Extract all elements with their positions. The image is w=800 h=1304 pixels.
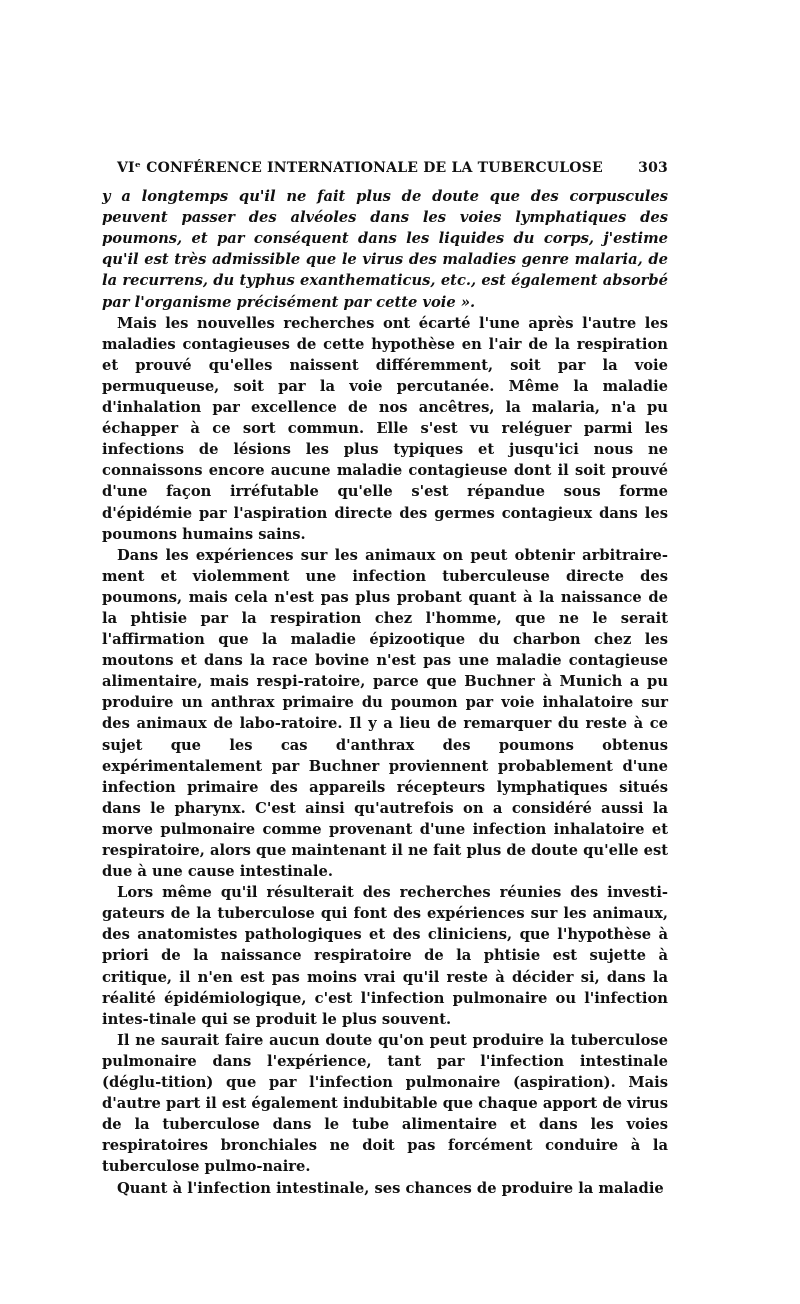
body-paragraph: Lors même qu'il résulterait des recherches réunies des investi-gateurs de la tuberculose qui font des expériences sur les animaux, des anatomistes pathologiques et des cliniciens, que l'hypothèse à priori de la naissance respiratoire de la phtisie est sujette à critique, il n'en est pas moins vrai qu'il reste à décider si, dans la réalité épidémiologique, c'est l'infection pulmonaire ou l'infection intes-tinale qui se produit le plus souvent. [102,884,668,1028]
body-paragraph: Mais les nouvelles recherches ont écarté l'une après l'autre les maladies contagieuses de cette hypothèse en l'air de la respiration et prouvé qu'elles naissent différemment, soit par la voie permuqueuse, soit par la voie percutanée. Même la maladie d'inhalation par excellence de nos ancêtres, la malaria, n'a pu échapper à ce sort commun. Elle s'est vu reléguer parmi les infections de lésions les plus typiques et jusqu'ici nous ne connaissons encore aucune maladie contagieuse dont il soit prouvé d'une façon irréfutable qu'elle s'est répandue sous forme d'épidémie par l'aspiration directe des germes contagieux dans les poumons humains sains. [102,314,668,543]
body-paragraph: Dans les expériences sur les animaux on peut obtenir arbitraire-ment et violemment une infection tuberculeuse directe des poumons, mais cela n'est pas plus probant quant à la naissance de la phtisie par la respiration chez l'homme, que ne le serait l'affirmation que la maladie épizootique du charbon chez les moutons et dans la race bovine n'est pas une maladie contagieuse alimentaire, mais respi-ratoire, parce que Buchner à Munich a pu produire un anthrax primaire du poumon par voie inhalatoire sur des animaux de labo-ratoire. Il y a lieu de remarquer du reste à ce sujet que les cas d'anthrax des poumons obtenus expérimentalement par Buchner proviennent probablement d'une infection primaire des appareils récepteurs lymphatiques situés dans le pharynx. C'est ainsi qu'autrefois on a considéré aussi la morve pulmonaire comme provenant d'une infection inhalatoire et respiratoire, alors que maintenant il ne fait plus de doute qu'elle est due à une cause intestinale. [102,546,668,881]
book-page [102,158,668,1199]
body-paragraph: Quant à l'infection intestinale, ses chances de produire la maladie [117,1179,664,1197]
running-title: VIᵉ CONFÉRENCE INTERNATIONALE DE LA TUBERCULOSE [117,160,603,176]
quote-continuation-paragraph: y a longtemps qu'il ne fait plus de doute que des corpuscules peuvent passer des alvéoles dans les voies lymphatiques des poumons, et par conséquent dans les liquides du corps, j'estime qu'il est très admissible que le virus des maladies genre malaria, de la recurrens, du typhus exanthematicus, etc., est également absorbé par l'organisme précisément par cette voie ». [102,188,668,311]
running-header [117,158,668,179]
body-paragraph: Il ne saurait faire aucun doute qu'on peut produire la tuberculose pulmonaire dans l'expérience, tant par l'infection intestinale (déglu-tition) que par l'infection pulmonaire (aspiration). Mais d'autre part il est également indubitable que chaque apport de virus de la tuberculose dans le tube alimentaire et dans les voies respiratoires bronchiales ne doit pas forcément conduire à la tuberculose pulmo-naire. [102,1031,668,1176]
page-number: 303 [638,160,668,176]
